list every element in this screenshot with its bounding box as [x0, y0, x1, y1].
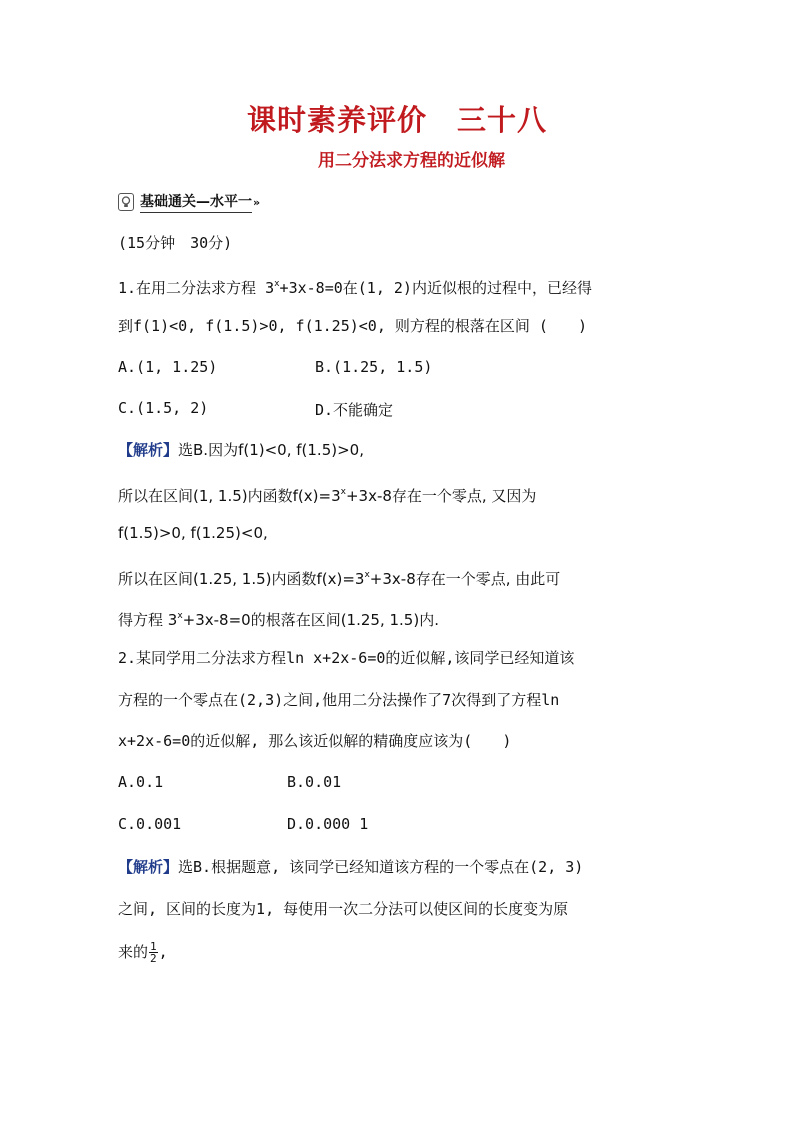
- q1-a5-exponent: x: [177, 611, 183, 621]
- q2-option-d: D.0.000 1: [287, 815, 369, 833]
- q1-analysis-line-3: f(1.5)>0, f(1.25)<0,: [118, 524, 268, 542]
- fraction-one-half: [149, 941, 158, 964]
- q1-a4-exponent: x: [364, 570, 370, 580]
- q2-option-a: A.0.1: [118, 773, 164, 791]
- q1-analysis-line-2: [118, 482, 536, 506]
- q2-analysis-line-2: 之间, 区间的长度为1, 每使用一次二分法可以使区间的长度变为原: [118, 900, 569, 918]
- page-title: [0, 98, 794, 139]
- title-main: 课时素养评价: [246, 103, 427, 137]
- q1-stem-line-2: 到f(1)<0, f(1.5)>0, f(1.25)<0, 则方程的根落在区间 ( ): [118, 317, 587, 335]
- q2-option-b: B.0.01: [287, 773, 342, 791]
- q1-option-b: B.(1.25, 1.5): [315, 358, 433, 376]
- title-number: 三十八: [457, 103, 548, 137]
- q2-option-c: C.0.001: [118, 815, 182, 833]
- q1-a5-text: 得方程 3: [118, 611, 178, 629]
- q1-option-d: D.不能确定: [315, 401, 394, 419]
- q1-a5-text-cont: +3x-8=0的根落在区间(1.25, 1.5)内.: [182, 611, 439, 629]
- analysis-tag: 【解析】: [118, 441, 179, 459]
- q1-a2-text: 所以在区间(1, 1.5)内函数f(x)=3: [118, 487, 341, 505]
- q2-a3-punct: ,: [158, 943, 168, 961]
- q2-analysis-line-3: [118, 941, 168, 964]
- q1-option-a: A.(1, 1.25): [118, 358, 218, 376]
- q1-analysis-line-4: [118, 565, 560, 589]
- q1-exponent: x: [274, 279, 280, 289]
- section-label: 基础通关—水平一: [140, 191, 252, 213]
- lightbulb-icon: [118, 193, 134, 211]
- q2-stem-line-3: x+2x-6=0的近似解, 那么该近似解的精确度应该为( ): [118, 732, 512, 750]
- q1-option-c: C.(1.5, 2): [118, 399, 209, 417]
- q2-analysis-line-1: [118, 857, 583, 877]
- q2-stem-line-1: 2.某同学用二分法求方程ln x+2x-6=0的近似解,该同学已经知道该: [118, 649, 575, 667]
- q1-analysis-text: 选B.因为f(1)<0, f(1.5)>0,: [178, 441, 364, 459]
- section-header: [118, 192, 260, 212]
- analysis-tag: 【解析】: [118, 858, 179, 876]
- q2-a3-text: 来的: [118, 943, 149, 961]
- q2-analysis-text: 选B.根据题意, 该同学已经知道该方程的一个零点在(2, 3): [178, 858, 584, 876]
- q1-a4-text-cont: +3x-8存在一个零点, 由此可: [369, 570, 561, 588]
- time-note: (15分钟 30分): [118, 234, 233, 252]
- double-chevron-icon: »: [253, 195, 261, 209]
- fraction-denominator: 2: [150, 952, 157, 965]
- q1-analysis-line-5: [118, 606, 439, 630]
- q1-a2-text-cont: +3x-8存在一个零点, 又因为: [345, 487, 537, 505]
- q1-text-cont: +3x-8=0在(1, 2)内近似根的过程中，已经得: [279, 279, 592, 297]
- q1-a4-text: 所以在区间(1.25, 1.5)内函数f(x)=3: [118, 570, 365, 588]
- q1-text: 1.在用二分法求方程 3: [118, 279, 275, 297]
- q1-analysis-line-1: [118, 440, 364, 460]
- q1-a2-exponent: x: [340, 487, 346, 497]
- fraction-numerator: 1: [150, 940, 157, 953]
- q1-stem-line-1: [118, 274, 592, 298]
- page-subtitle: 用二分法求方程的近似解: [318, 151, 505, 171]
- q2-stem-line-2: 方程的一个零点在(2,3)之间,他用二分法操作了7次得到了方程ln: [118, 691, 560, 709]
